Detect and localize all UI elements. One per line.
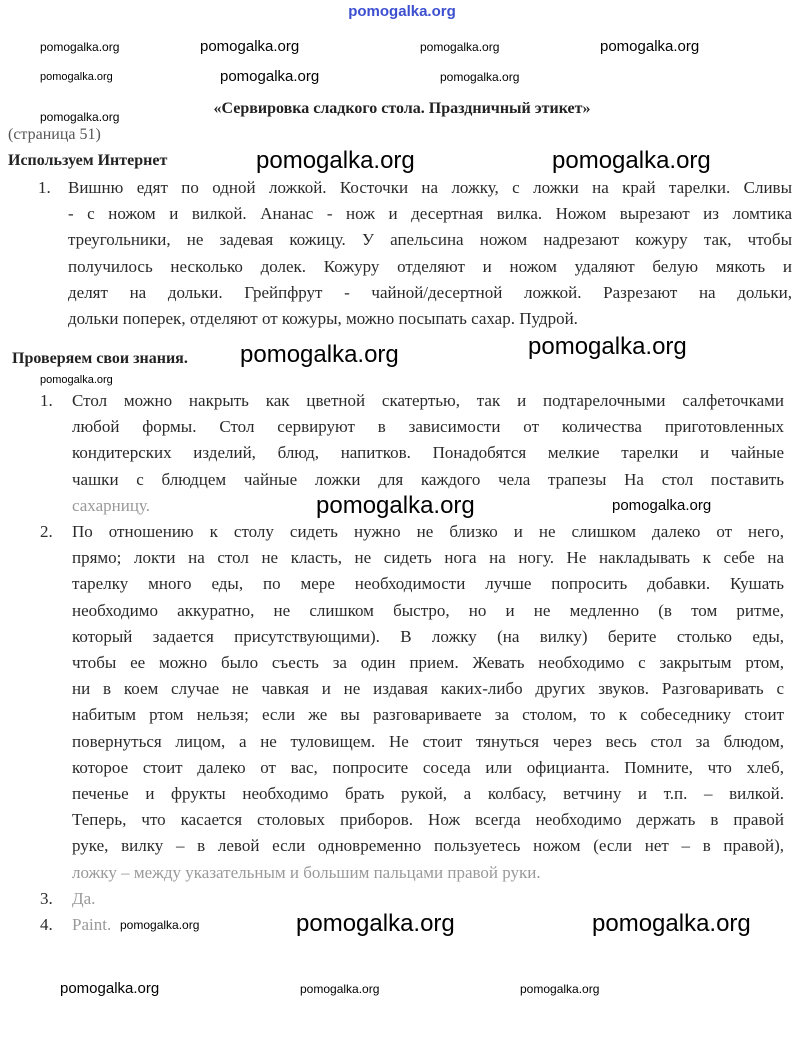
watermark: pomogalka.org — [552, 147, 711, 174]
list-item-text-line: - с ножом и вилкой. Ананас - нож и десертная вилка. Ножом вырезают из ломтика — [68, 204, 792, 224]
list-item-text-line: руке, вилку – в левой если одновременно пользуетесь ножом (если нет – в правой), — [72, 836, 784, 856]
watermark: pomogalka.org — [592, 910, 751, 937]
watermark: pomogalka.org — [420, 40, 500, 54]
list-item-text-line: делят на дольки. Грейпфрут - чайной/десертной ложкой. Разрезают на дольки, — [68, 282, 792, 302]
list-item-text-line: Стол можно накрыть как цветной скатертью, так и подтарелочными салфеточками — [72, 391, 784, 410]
site-header-link[interactable]: pomogalka.org — [348, 3, 456, 20]
watermark: pomogalka.org — [40, 71, 113, 83]
watermark: pomogalka.org — [296, 910, 455, 937]
watermark: pomogalka.org — [220, 68, 320, 85]
watermark: pomogalka.org — [528, 333, 687, 360]
list-item-text-line: получилось несколько долек. Кожуру отделяют и ножом удаляют белую мякоть и — [68, 256, 792, 276]
watermark: pomogalka.org — [240, 341, 399, 368]
list-item-text-line: Вишню едят по одной ложкой. Косточки на ложку, с ложки на край тарелки. Сливы — [68, 178, 792, 197]
watermark: pomogalka.org — [120, 918, 200, 932]
list-item-text-line: которое стоит далеко от вас, попросите соседа или официанта. Помните, что хлеб, — [72, 757, 784, 777]
watermark: pomogalka.org — [60, 980, 160, 997]
watermark: pomogalka.org — [40, 374, 113, 386]
list-item-text-line: прямо; локти на стол не класть, не сидеть нога на ногу. Не накладывать к себе на — [72, 548, 784, 568]
list-item-text-line: По отношению к столу сидеть нужно не близко и не слишком далеко от него, — [72, 522, 784, 541]
list-item-text-line: Теперь, что касается столовых приборов. Нож всегда необходимо держать в правой — [72, 810, 784, 830]
list-item-number: 1. — [38, 178, 51, 197]
list-item-text-line: кондитерских изделий, блюд, напитков. Понадобятся мелкие тарелки и чайные — [72, 443, 784, 463]
list-item-number: 3. — [40, 888, 53, 908]
list-item-text-line: чашки с блюдцем чайные ложки для каждого чела трапезы На стол поставить — [72, 469, 784, 489]
list-item-text-line: любой формы. Стол сервируют в зависимости от количества приготовленных — [72, 417, 784, 437]
list-item-text-line: набитым ртом нельзя; если же вы разговариваете за столом, то к собеседнику стоит — [72, 705, 784, 725]
watermark: pomogalka.org — [300, 982, 380, 996]
list-item-text-line: дольки поперек, отделяют от кожуры, можно посыпать сахар. Пудрой. — [68, 309, 578, 328]
list-item-text-line: который задается присутствующими). В ложку (на вилку) берите столько еды, — [72, 626, 784, 646]
watermark: pomogalka.org — [316, 492, 475, 519]
list-item-text-line: чтобы ее можно было съесть за один прием. Жевать необходимо с закрытым ртом, — [72, 653, 784, 672]
list-item-text-line: тарелку много еды, по мере необходимости лучше попросить добавки. Кушать — [72, 574, 784, 594]
list-item-text-line: Paint. — [72, 915, 112, 934]
list-item-text-line: необходимо аккуратно, не слишком быстро, но и не медленно (в том ритме, — [72, 600, 784, 620]
list-item-text-line: печенье и фрукты необходимо брать рукой, а колбасу, ветчину и т.п. – вилкой. — [72, 784, 784, 803]
watermark: pomogalka.org — [440, 70, 520, 84]
watermark: pomogalka.org — [612, 497, 712, 514]
list-item-number: 2. — [40, 522, 53, 541]
section-heading-knowledge: Проверяем свои знания. — [12, 350, 188, 367]
watermark: pomogalka.org — [256, 147, 415, 174]
list-item-text-line: повернуться лицом, а не туловищем. Не стоит тянуться через весь стол за блюдом, — [72, 731, 784, 751]
watermark: pomogalka.org — [520, 982, 600, 996]
list-item-text-line: ложку – между указательным и большим пальцами правой руки. — [72, 862, 541, 882]
section-heading-internet: Используем Интернет — [8, 152, 168, 169]
watermark: pomogalka.org — [40, 40, 120, 54]
list-item-text-line: сахарницу. — [72, 495, 150, 515]
list-item-text-line: ни в коем случае не чавкая и не издавая каких-либо других звуков. Разговаривать с — [72, 679, 784, 699]
watermark: pomogalka.org — [600, 38, 700, 55]
list-item-number: 4. — [40, 915, 53, 934]
list-item-number: 1. — [40, 391, 53, 410]
document-title: «Сервировка сладкого стола. Праздничный этикет» — [213, 100, 591, 117]
list-item-text-line: Да. — [72, 888, 96, 908]
watermark: pomogalka.org — [200, 38, 300, 55]
list-item-text-line: треугольники, не задевая кожицу. У апельсина ножом надрезают кожуру так, чтобы — [68, 230, 792, 250]
page-reference: (страница 51) — [8, 126, 101, 143]
watermark: pomogalka.org — [40, 110, 120, 124]
